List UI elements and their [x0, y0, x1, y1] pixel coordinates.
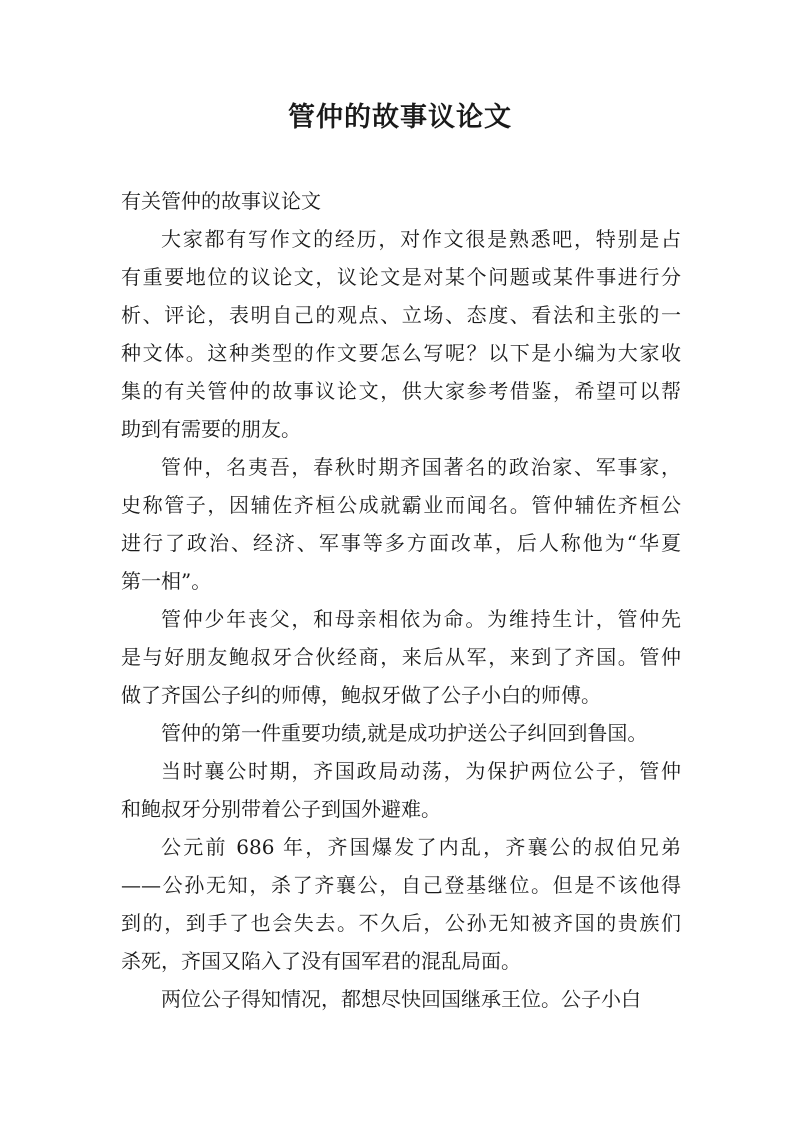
paragraph [121, 828, 681, 980]
document-title: 管仲的故事议论文 [288, 102, 512, 133]
paragraph-line: 管仲，名夷吾，春秋时期齐国著名的政治家、军事家， [161, 455, 681, 479]
paragraph-line: 当时襄公时期，齐国政局动荡，为保护两位公子，管仲 [161, 759, 681, 783]
paragraph [121, 220, 681, 448]
paragraph-line: 析、评论，表明自己的观点、立场、态度、看法和主张的一 [121, 303, 681, 327]
paragraph-line: 两位公子得知情况，都想尽快回国继承王位。公子小白 [161, 987, 641, 1011]
paragraph-line: 第一相”。 [121, 569, 212, 593]
paragraph-line: 杀死，齐国又陷入了没有国军君的混乱局面。 [121, 949, 521, 973]
paragraph-line: 做了齐国公子纠的师傅，鲍叔牙做了公子小白的师傅。 [121, 683, 601, 707]
paragraph-line: 有重要地位的议论文，议论文是对某个问题或某件事进行分 [121, 265, 681, 289]
paragraph-line: 和鲍叔牙分别带着公子到国外避难。 [121, 797, 441, 821]
document-body [121, 182, 681, 1018]
paragraph [121, 980, 681, 1018]
paragraph [121, 600, 681, 714]
paragraph-list [121, 220, 681, 1018]
document-subtitle: 有关管仲的故事议论文 [121, 189, 321, 213]
paragraph-line: 大家都有写作文的经历，对作文很是熟悉吧，特别是占 [161, 227, 681, 251]
paragraph-line: 集的有关管仲的故事议论文，供大家参考借鉴，希望可以帮 [121, 379, 681, 403]
paragraph [121, 752, 681, 828]
paragraph-line: 管仲的第一件重要功绩,就是成功护送公子纠回到鲁国。 [161, 721, 648, 745]
paragraph [121, 714, 681, 752]
paragraph-line: 进行了政治、经济、军事等多方面改革，后人称他为“华夏 [121, 531, 681, 555]
paragraph [121, 448, 681, 600]
paragraph-line: 种文体。这种类型的作文要怎么写呢？以下是小编为大家收 [121, 341, 681, 365]
paragraph-line: 助到有需要的朋友。 [121, 417, 301, 441]
paragraph-line: 管仲少年丧父，和母亲相依为命。为维持生计，管仲先 [161, 607, 681, 631]
paragraph-line: 公元前 686 年，齐国爆发了内乱，齐襄公的叔伯兄弟 [161, 835, 681, 859]
paragraph-line: 史称管子，因辅佐齐桓公成就霸业而闻名。管仲辅佐齐桓公 [121, 493, 681, 517]
paragraph-line: ——公孙无知，杀了齐襄公，自己登基继位。但是不该他得 [121, 873, 681, 897]
paragraph-line: 是与好朋友鲍叔牙合伙经商，来后从军，来到了齐国。管仲 [121, 645, 681, 669]
paragraph-line: 到的，到手了也会失去。不久后，公孙无知被齐国的贵族们 [121, 911, 681, 935]
